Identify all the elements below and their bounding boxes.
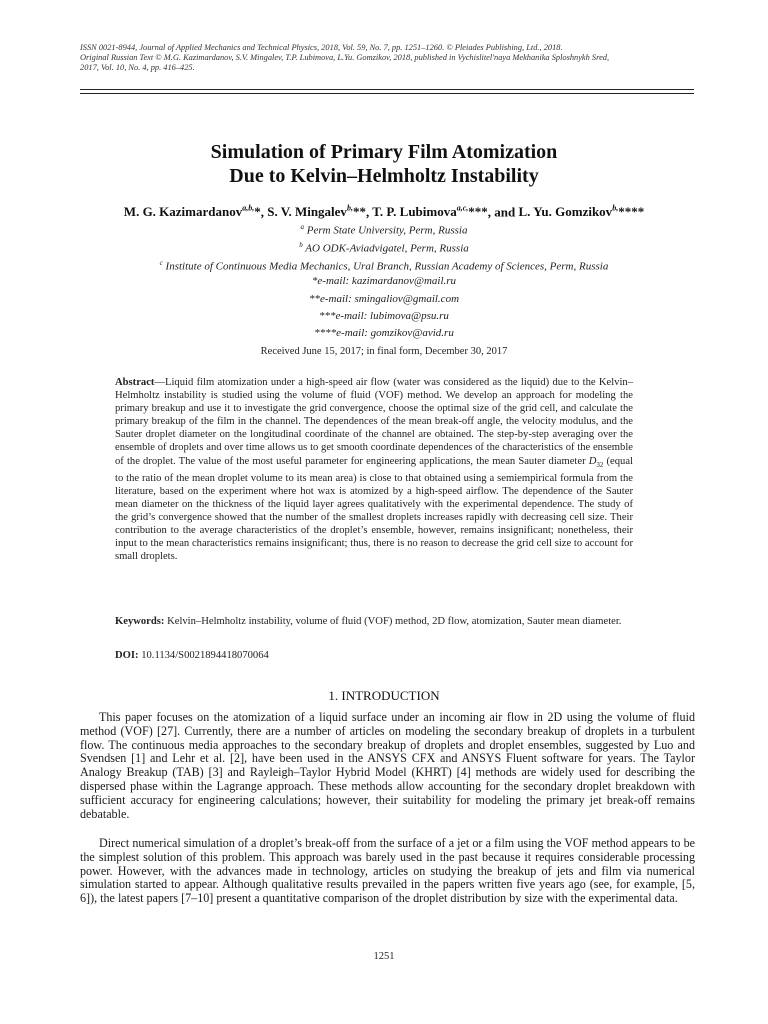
body-paragraph: Direct numerical simulation of a droplet’s break-off from the surface of a jet or a film using the VOF method appears to be the simplest solution of this problem. This approach was barely used in the past because it requires considerable processing power. However, with the advances made in technology, articles on studying the breakup of jets and film via numerical simulation started to appear. Although qualitative results prevailed in the papers written five years ago (see, for example, [5, 6]), the latest papers [7–10] present a quantitative comparison of the droplet distribution by size with the experimental data. [80,836,695,906]
keywords-label: Keywords: [115,616,165,627]
author: M. G. Kazimardanov$^{a,b,}$* [123,204,261,220]
abstract: Abstract—Liquid film atomization under a high-speed air flow (water was considered as the liquid) due to the Kelvin–Helmholtz instability is studied using the volume of fluid (VOF) method. We develop an approach for modeling the primary breakup and use it to investigate the grid convergence, choose the optimal size of the grid cell, and calculate the primary breakup of the film in the channel. The dependences of the mean break-off angle, the velocity modulus, and the Sauter droplet diameter on the longitudinal coordinate of the channel are obtained. The step-by-step averaging over the ensemble of droplets and over time allows us to get smooth coordinate dependences of the characteristics of the ensemble of the droplet. The value of the most useful parameter for engineering applications, the mean Sauter diameter $D_{32}$ (equal to the ratio of the mean droplet volume to its mean area) is close to that obtained using a semiempirical formula from the literature, based on the experiment where hot wax is atomized by a high-speed airflow. The dependence of the Sauter mean diameter on the thickness of the liquid layer agrees qualitatively with the experimental dependence. The study of the grid’s convergence showed that the number of the smallest droplets increases rapidly with decreasing cell size. Their contribution to the average characteristics of the droplet’s ensemble, however, remains insignificant; nonetheless, their input to the mean characteristics remains insignificant; thus, there is no reason to decrease the grid cell size to account for small droplets. [115,377,633,563]
affiliation: $^b$ AO ODK-Aviadvigatel, Perm, Russia [299,241,469,255]
abstract-label: Abstract [115,377,155,388]
title-line: Simulation of Primary Film Atomization [210,141,558,163]
header-line: Original Russian Text © M.G. Kazimardanov, S.V. Mingalev, T.P. Lubimova, L.Yu. Gomzikov, 2018, published in Vychislitel'naya Mekhanika Sploshnykh Sred, [80,53,610,62]
author-email: ***e-mail: lubimova@psu.ru [319,310,449,322]
author: T. P. Lubimova$^{a,c,}$*** [372,204,488,220]
keywords: Keywords: Kelvin–Helmholtz instability, volume of fluid (VOF) method, 2D flow, atomization, Sauter mean diameter. [115,616,622,627]
sauter-diameter-symbol: D [588,455,597,467]
body-paragraph: This paper focuses on the atomization of a liquid surface under an incoming air flow in 2D using the volume of fluid method (VOF) [27]. Currently, there are a number of articles on modeling the secondary breakup of droplets in a turbulent flow. The continuous media approaches to the secondary breakup of droplets and droplet ensembles, suggested by Luo and Svendsen [1] and Lehr et al. [2], have been used in the ANSYS CFX and ANSYS Fluent software for years. The Taylor Analogy Breakup (TAB) [3] and Rayleigh–Taylor Hybrid Model (KHRT) [4] methods are widely used for describing the dispersed phase within the Lagrange approach. These methods allow accounting for the secondary droplet breakdown with sufficient accuracy for engineering calculations; however, their suitability for modeling the primary jet break-off remains debatable. [80,710,695,821]
header-line: ISSN 0021-8944, Journal of Applied Mechanics and Technical Physics, 2018, Vol. 59, No. 7, pp. 1251–1260. © Pleiades Publishing, Ltd., 2018. [80,43,563,52]
journal-header [80,43,690,73]
page-number: 1251 [373,951,395,962]
author: L. Yu. Gomzikov$^{b,}$**** [518,204,645,220]
paper-title [40,140,728,188]
author-list: M. G. Kazimardanov$^{a,b,}$*, S. V. Mingalev$^{b,}$**, T. P. Lubimova$^{a,c,}$***, and L. Yu. Gomzikov$^{b,}$**** [123,204,645,220]
title-line: Due to Kelvin–Helmholtz Instability [229,165,539,187]
affiliation: $^c$ Institute of Continuous Media Mechanics, Ural Branch, Russian Academy of Sciences, Perm, Russia [159,259,609,273]
header-rule-thin [80,93,694,94]
received-dates: Received June 15, 2017; in final form, December 30, 2017 [260,346,508,357]
author-email: *e-mail: kazimardanov@mail.ru [311,275,457,287]
section-heading: 1. INTRODUCTION [328,688,440,703]
author-email: ****e-mail: gomzikov@avid.ru [314,327,454,339]
author-email: **e-mail: smingaliov@gmail.com [308,293,460,305]
affiliation: $^a$ Perm State University, Perm, Russia [300,223,468,237]
doi [115,649,633,662]
header-line: 2017, Vol. 10, No. 4, pp. 416–425. [80,63,195,72]
author: S. V. Mingalev$^{b,}$** [267,204,366,220]
doi-link[interactable]: 10.1134/S0021894418070064 [138,650,269,661]
doi-label: DOI: [115,650,139,661]
header-rule-thick [80,89,694,90]
